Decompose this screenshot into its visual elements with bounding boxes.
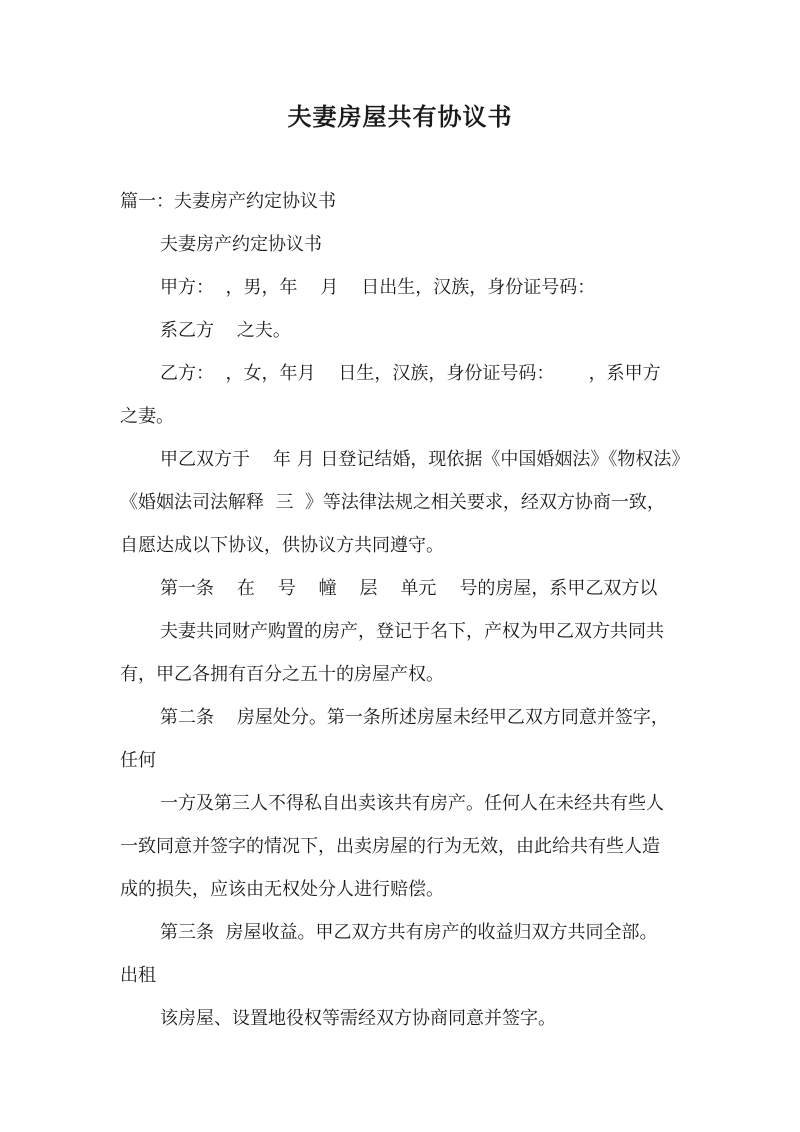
party-a-relation-line: 系乙方 之夫。 — [160, 320, 291, 341]
preamble-line-2: 《婚姻法司法解释 三 》等法律法规之相关要求，经双方协商一致， — [120, 492, 665, 513]
article-2-line-4: 一致同意并签字的情况下，出卖房屋的行为无效，由此给共有些人造 — [120, 836, 660, 857]
article-2-line-3: 一方及第三人不得私自出卖该共有房产。任何人在未经共有些人 — [160, 793, 664, 814]
article-1-line-3: 有，甲乙各拥有百分之五十的房屋产权。 — [120, 664, 444, 685]
article-1-line-1: 第一条 在 号 幢 层 单元 号的房屋，系甲乙双方以 — [160, 578, 658, 599]
article-3-line-3: 该房屋、设置地役权等需经双方协商同意并签字。 — [160, 1008, 556, 1029]
party-b-line: 乙方： ，女，年月 日生，汉族，身份证号码： ，系甲方 — [160, 363, 661, 384]
subtitle-line: 夫妻房产约定协议书 — [160, 234, 322, 255]
article-3-line-1: 第三条 房屋收益。甲乙双方共有房产的收益归双方共同全部。 — [160, 922, 658, 943]
preamble-line-3: 自愿达成以下协议，供协议方共同遵守。 — [120, 535, 444, 556]
preamble-line-1: 甲乙双方于 年 月 日登记结婚，现依据《中国婚姻法》《物权法》 — [160, 449, 690, 470]
article-3-line-2: 出租 — [120, 965, 156, 986]
article-2-line-1: 第二条 房屋处分。第一条所述房屋未经甲乙双方同意并签字， — [160, 707, 669, 728]
article-1-line-2: 夫妻共同财产购置的房产，登记于名下，产权为甲乙双方共同共 — [160, 621, 664, 642]
article-2-line-5: 成的损失，应该由无权处分人进行赔偿。 — [120, 879, 444, 900]
party-a-line: 甲方： ，男，年 月 日出生，汉族，身份证号码： — [160, 277, 596, 298]
party-b-relation-line: 之妻。 — [120, 406, 174, 427]
section-heading: 篇一：夫妻房产约定协议书 — [120, 191, 336, 212]
document-title: 夫妻房屋共有协议书 — [287, 102, 513, 131]
article-2-line-2: 任何 — [120, 750, 156, 771]
